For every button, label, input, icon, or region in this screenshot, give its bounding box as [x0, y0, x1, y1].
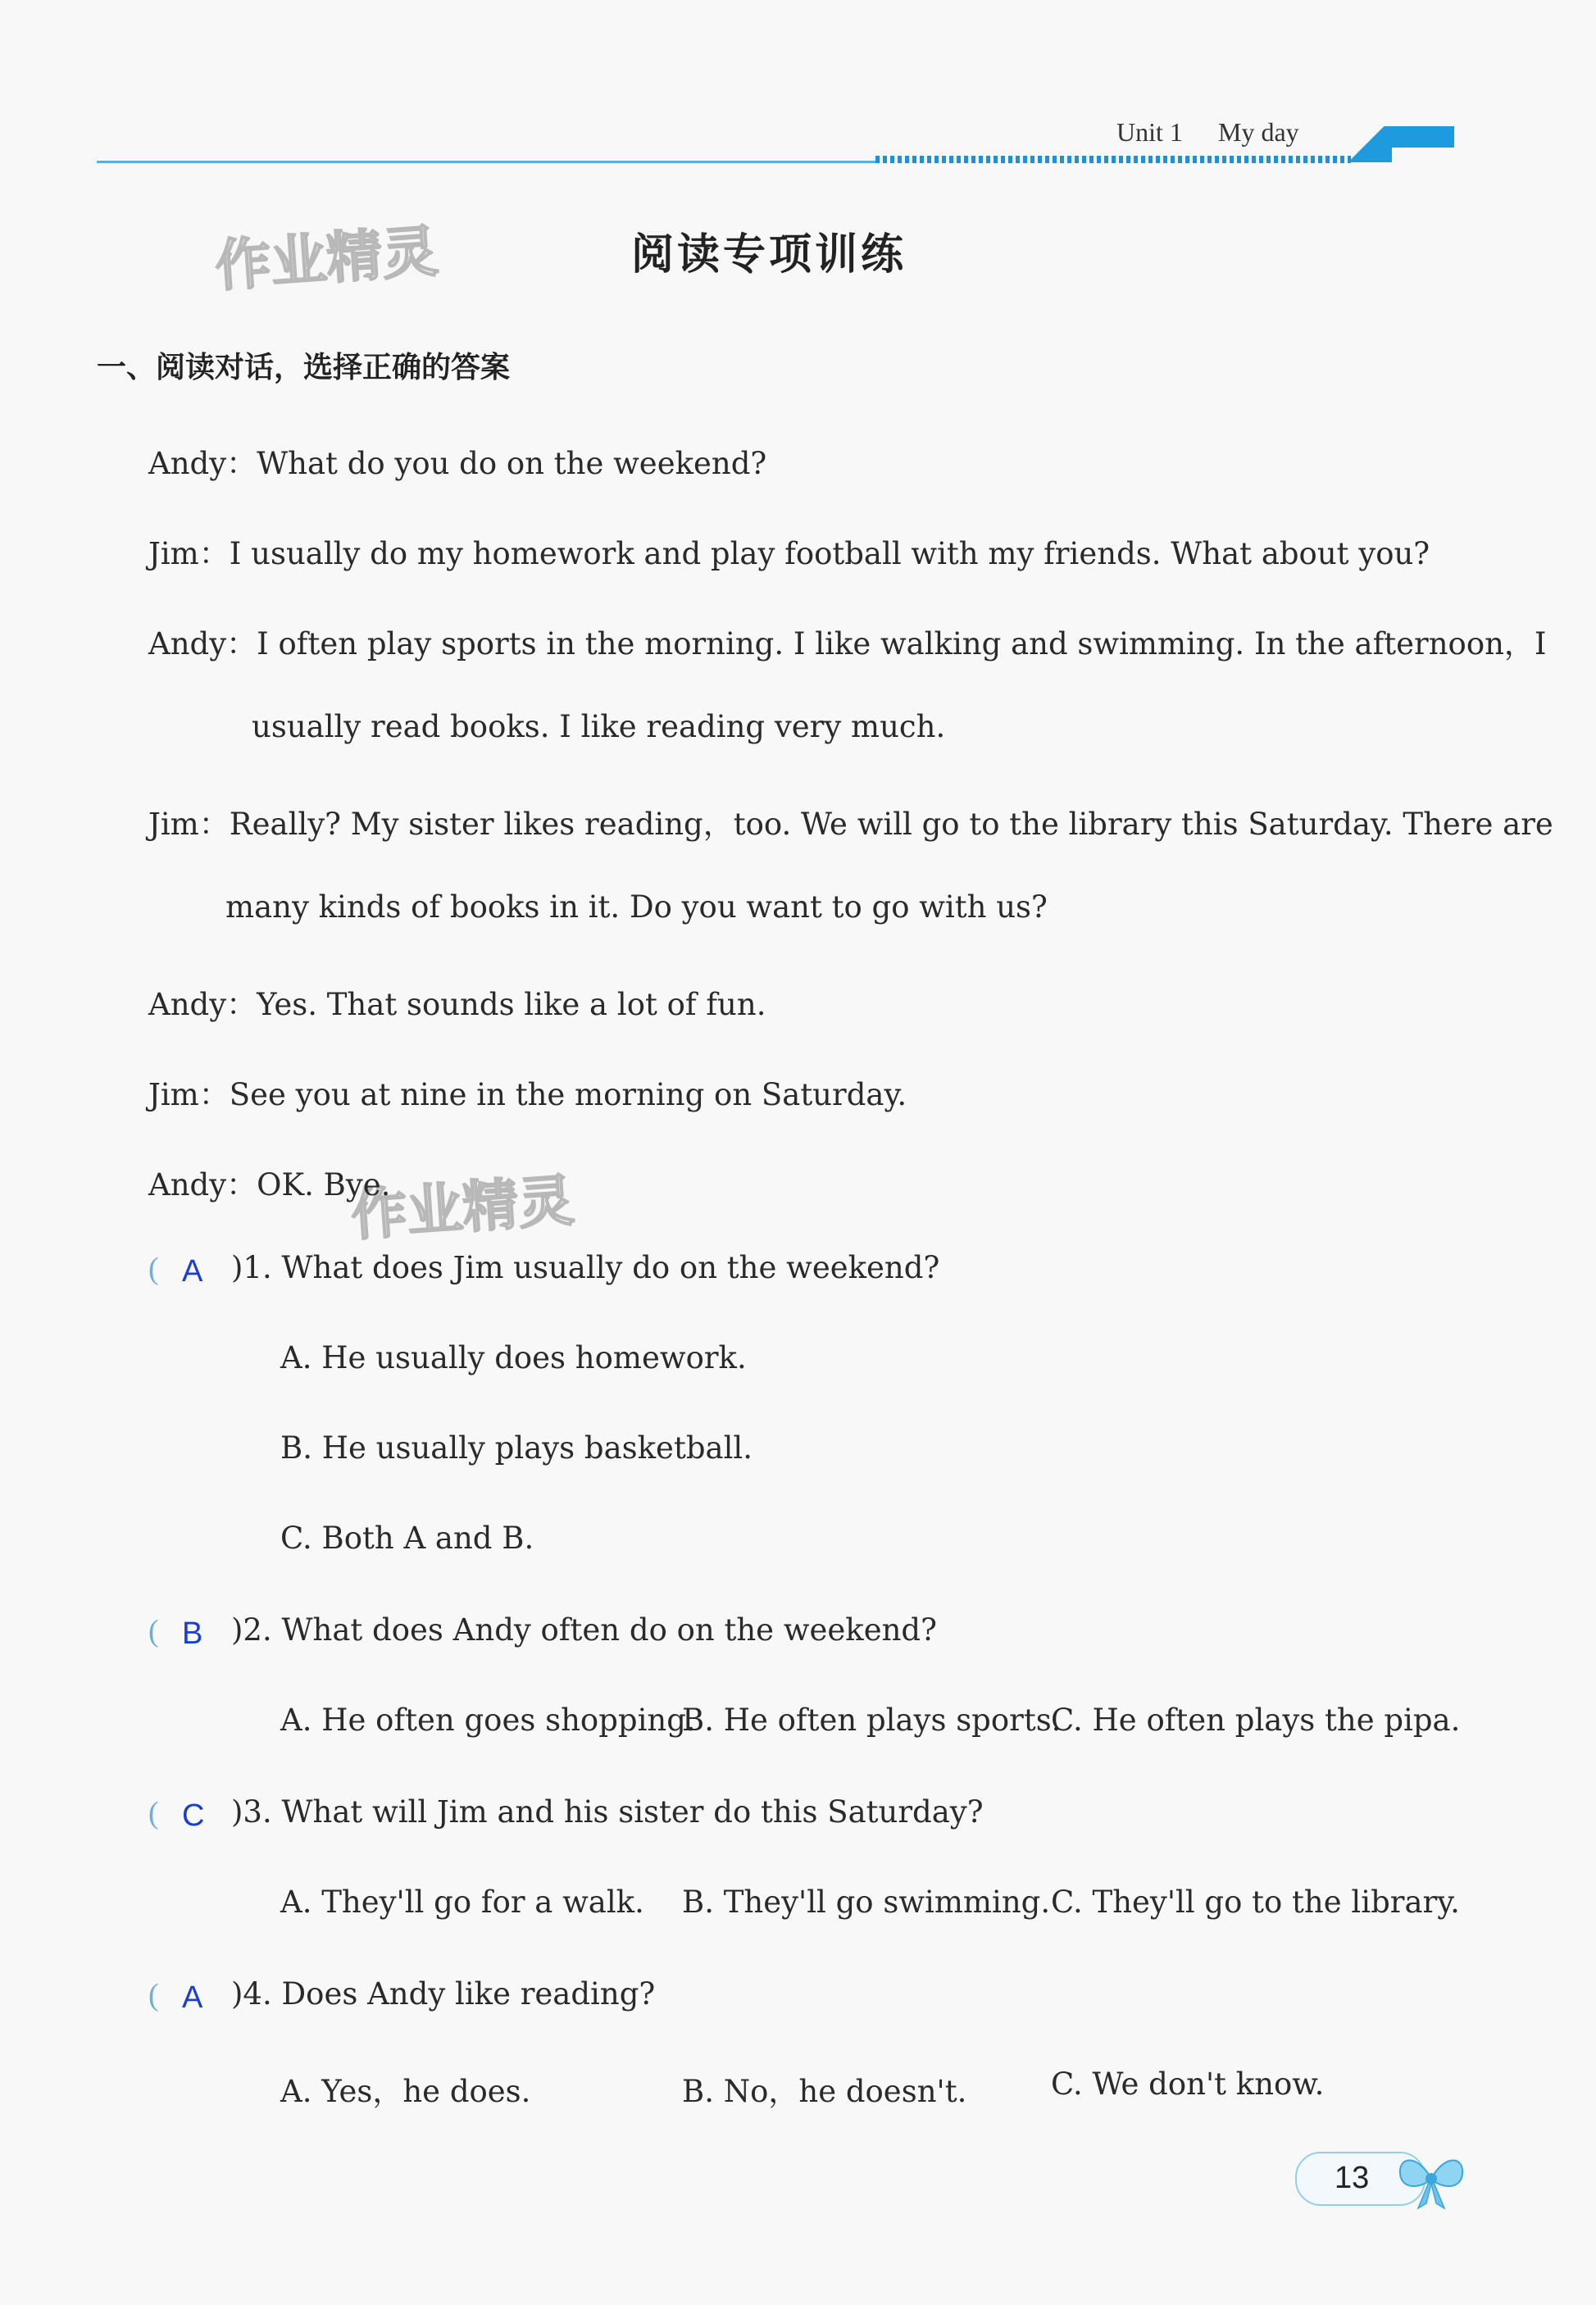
- option-b: B. They'll go swimming.: [682, 1884, 1051, 1920]
- header-unit: Unit 1: [1116, 117, 1183, 147]
- dialogue-continuation: many kinds of books in it. Do you want to go with us?: [225, 889, 1048, 925]
- option-b: B. He often plays sports.: [682, 1703, 1062, 1738]
- speaker: Jim：: [148, 807, 230, 842]
- header-dotted-rule: [875, 156, 1351, 163]
- option-a: A. He often goes shopping.: [280, 1703, 696, 1738]
- question-text: )2. What does Andy often do on the weekend?: [231, 1612, 937, 1648]
- dialogue-line: [148, 1160, 390, 1204]
- dialogue-line: [148, 1070, 907, 1114]
- question-text: )3. What will Jim and his sister do this Saturday?: [231, 1794, 984, 1830]
- option-a: A. Yes，he does.: [280, 2074, 531, 2109]
- answer-paren-open: (: [148, 1614, 159, 1648]
- speaker: Jim：: [148, 536, 230, 571]
- utterance: I usually do my homework and play football with my friends. What about you?: [229, 536, 1430, 571]
- utterance: I often play sports in the morning. I like walking and swimming. In the afternoon，I: [257, 626, 1547, 661]
- dialogue-line: [148, 980, 766, 1024]
- speaker: Andy：: [148, 626, 257, 661]
- bow-icon: [1394, 2146, 1469, 2212]
- answer-mark: B: [182, 1616, 203, 1651]
- utterance: Yes. That sounds like a lot of fun.: [257, 987, 766, 1022]
- header-decoration: [1343, 126, 1392, 162]
- header-rule: [97, 161, 875, 163]
- question-text: )1. What does Jim usually do on the weekend?: [231, 1250, 940, 1285]
- dialogue-line: [148, 619, 1547, 663]
- answer-mark: C: [182, 1798, 205, 1833]
- speaker: Andy：: [148, 987, 257, 1022]
- answer-mark: A: [182, 1254, 203, 1289]
- section-heading: 一、阅读对话，选择正确的答案: [97, 351, 511, 384]
- option-b: B. He usually plays basketball.: [280, 1430, 753, 1466]
- utterance: See you at nine in the morning on Saturday.: [229, 1077, 907, 1112]
- option-a: A. He usually does homework.: [280, 1340, 747, 1375]
- watermark-middle: 作业精灵: [348, 1168, 576, 1249]
- dialogue-line: [148, 529, 1430, 573]
- dialogue-line: [148, 799, 1553, 843]
- option-a: A. They'll go for a walk.: [280, 1884, 644, 1920]
- option-b: B. No，he doesn't.: [682, 2074, 967, 2109]
- page-title: 阅读专项训练: [631, 230, 907, 280]
- option-c: C. They'll go to the library.: [1051, 1884, 1460, 1920]
- option-c: C. He often plays the pipa.: [1051, 1703, 1461, 1738]
- dialogue-continuation: usually read books. I like reading very much.: [252, 709, 946, 744]
- header-bar: [1385, 126, 1454, 148]
- speaker: Andy：: [148, 1167, 257, 1203]
- utterance: Really? My sister likes reading，too. We will go to the library this Saturday. There are: [229, 807, 1553, 842]
- utterance: OK. Bye.: [257, 1167, 391, 1203]
- option-c: C. Both A and B.: [280, 1521, 534, 1556]
- dialogue-line: [148, 439, 766, 483]
- answer-paren-open: (: [148, 1252, 159, 1286]
- utterance: What do you do on the weekend?: [257, 446, 767, 481]
- speaker: Jim：: [148, 1077, 230, 1112]
- option-c: C. We don't know.: [1051, 2066, 1325, 2102]
- watermark-top: 作业精灵: [212, 219, 440, 300]
- answer-paren-open: (: [148, 1796, 159, 1830]
- answer-paren-open: (: [148, 1978, 159, 2012]
- answer-mark: A: [182, 1980, 203, 2015]
- page-number: 13: [1335, 2161, 1370, 2195]
- question-text: )4. Does Andy like reading?: [231, 1976, 656, 2012]
- header-topic: My day: [1218, 117, 1299, 147]
- speaker: Andy：: [148, 446, 257, 481]
